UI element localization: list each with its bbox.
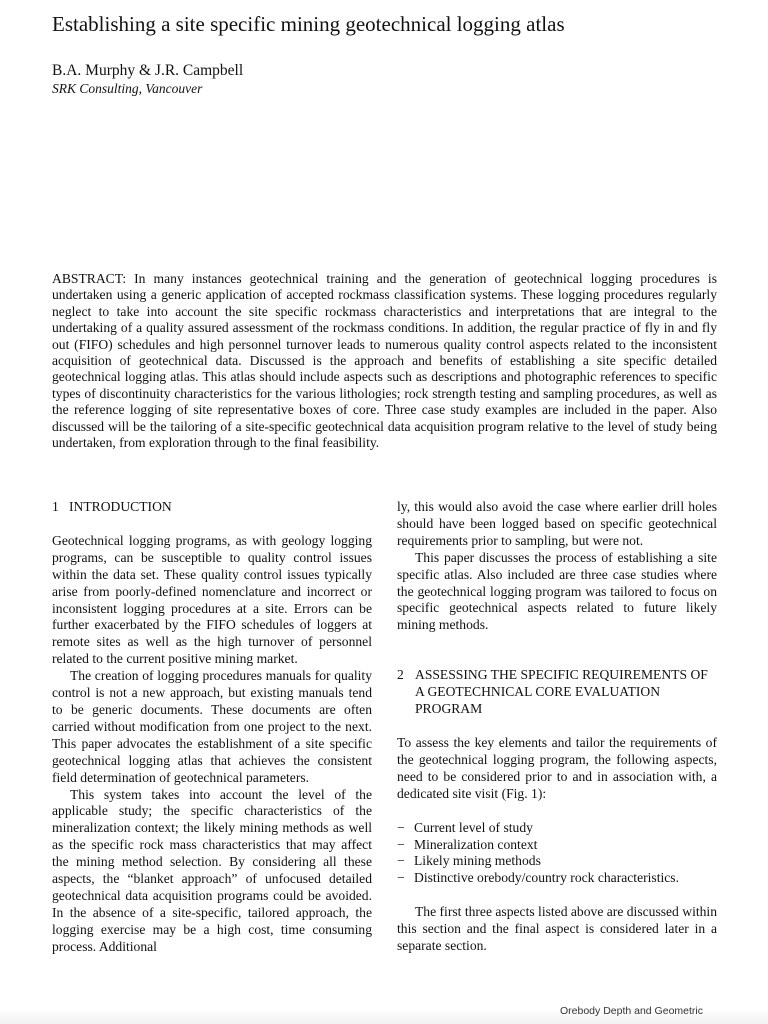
list-item-text: Current level of study (414, 819, 533, 835)
authors: B.A. Murphy & J.R. Campbell (52, 62, 244, 79)
list-item-text: Mineralization context (414, 836, 538, 852)
paragraph-continuation: ly, this would also avoid the case where earlier drill holes should have been logged based on specific geotechnical requirements prior to sampling, but were not. (397, 499, 717, 548)
abstract: ABSTRACT: In many instances geotechnical training and the generation of geotechnical logging procedures is undertaken using a generic application of accepted rockmass classification systems. These logging procedures regularly neglect to take into account the site specific rockmass characteristics and interpretations that are integral to the undertaking of a quality assured assessment of the rockmass conditions. In addition, the regular practice of fly in and fly out (FIFO) schedules and high personnel turnover leads to numerous quality control aspects related to the inconsistent acquisition of geotechnical data. Discussed is the approach and benefits of establishing a site specific detailed geotechnical logging atlas. This atlas should include aspects such as descriptions and photographic references to specific types of discontinuity characteristics for the various lithologies; rock strength testing and sampling procedures, as well as the reference logging of site representative boxes of core. Three case study examples are included in the paper. Also discussed will be the tailoring of a site-specific geotechnical data acquisition program relative to the level of study being undertaken, from exploration through to the final feasibility. (52, 271, 717, 451)
list-item-text: Distinctive orebody/country rock characteristics. (414, 870, 679, 886)
list-item (397, 853, 717, 870)
section-2-number: 2 (397, 667, 404, 683)
section-2-title: ASSESSING THE SPECIFIC REQUIREMENTS OF A GEOTECHNICAL CORE EVALUATION PROGRAM (415, 667, 708, 717)
paragraph: To assess the key elements and tailor the requirements of the geotechnical logging program, the following aspects, need to be considered prior to and in association with, a dedicated site visit (Fig. 1): (397, 734, 717, 801)
list-item (397, 837, 717, 854)
paragraph: The first three aspects listed above are discussed within this section and the final aspect is considered later in a separate section. (397, 904, 717, 954)
list-item (397, 820, 717, 837)
figure-fragment-label: Orebody Depth and Geometric (560, 1005, 703, 1017)
paragraph: The creation of logging procedures manuals for quality control is not a new approach, but existing manuals tend to be generic documents. These documents are often carried without modification from one project to the next. This paper advocates the establishment of a site specific geotechnical logging atlas that achieves the consistent field determination of geotechnical parameters. (52, 668, 372, 785)
dash-marker: − (397, 870, 405, 886)
dash-marker: − (397, 819, 405, 835)
section-1-heading (52, 499, 372, 516)
paragraph: This paper discusses the process of establishing a site specific atlas. Also included are three case studies where the geotechnical logging program was tailored to focus on specific geotechnical aspects related to future likely mining methods. (397, 549, 717, 633)
section-2-heading (397, 667, 717, 718)
paragraph: Geotechnical logging programs, as with geology logging programs, can be susceptible to quality control issues within the data set. These quality control issues typically arise from poorly-defined nomenclature and incorrect or inconsistent logging procedures at a site. Errors can be further exacerbated by the FIFO schedules of loggers at remote sites as well as the high turnover of personnel related to the current positive mining market. (52, 532, 372, 667)
list-item-text: Likely mining methods (414, 853, 541, 869)
dash-marker: − (397, 836, 405, 852)
paragraph: This system takes into account the level of the applicable study; the specific characteristics of the mineralization context; the likely mining methods as well as the specific rock mass characteristics that may affect the mining method selection. By considering all these aspects, the “blanket approach” of unfocused detailed geotechnical data acquisition programs could be avoided. In the absence of a site-specific, tailored approach, the logging exercise may be a high cost, time consuming process. Additional (52, 786, 372, 954)
left-column (52, 499, 372, 956)
paper-title: Establishing a site specific mining geotechnical logging atlas (52, 12, 565, 36)
section-1-number: 1 (52, 499, 59, 514)
right-column (397, 499, 717, 955)
aspect-list (397, 820, 717, 888)
dash-marker: − (397, 853, 405, 869)
list-item (397, 870, 717, 887)
affiliation: SRK Consulting, Vancouver (52, 81, 203, 96)
section-1-title: INTRODUCTION (69, 499, 172, 514)
